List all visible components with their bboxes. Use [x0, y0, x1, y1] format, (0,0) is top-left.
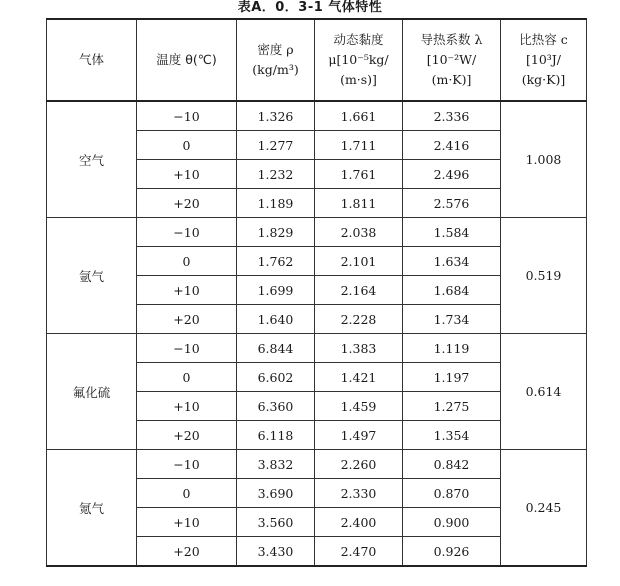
density-cell: 1.699: [237, 276, 315, 305]
viscosity-cell: 2.400: [315, 508, 403, 537]
viscosity-cell: 2.228: [315, 305, 403, 334]
viscosity-cell: 1.497: [315, 421, 403, 450]
viscosity-cell: 2.164: [315, 276, 403, 305]
conductivity-cell: 0.900: [403, 508, 501, 537]
density-cell: 6.602: [237, 363, 315, 392]
viscosity-cell: 2.260: [315, 450, 403, 479]
density-cell: 1.326: [237, 101, 315, 131]
gas-name-cell: 氩气: [47, 218, 137, 334]
header-line: 比热容 c: [519, 32, 568, 47]
viscosity-cell: 1.711: [315, 131, 403, 160]
temperature-cell: +10: [137, 392, 237, 421]
header-line: 导热系数 λ: [420, 32, 483, 47]
density-cell: 1.232: [237, 160, 315, 189]
conductivity-cell: 1.197: [403, 363, 501, 392]
header-line: (m·K)]: [431, 72, 472, 87]
conductivity-cell: 0.870: [403, 479, 501, 508]
conductivity-cell: 1.354: [403, 421, 501, 450]
viscosity-cell: 2.330: [315, 479, 403, 508]
viscosity-cell: 1.661: [315, 101, 403, 131]
density-cell: 1.829: [237, 218, 315, 247]
temperature-cell: +20: [137, 189, 237, 218]
header-line: μ[10⁻⁵kg/: [328, 52, 389, 67]
header-conductivity: [403, 19, 501, 101]
gas-properties-table: [46, 18, 587, 567]
specific-heat-cell: 0.519: [501, 218, 587, 334]
header-line: [10⁻²W/: [426, 52, 477, 67]
header-line: (m·s)]: [340, 72, 377, 87]
conductivity-cell: 0.926: [403, 537, 501, 567]
specific-heat-cell: 0.245: [501, 450, 587, 567]
table-row: [47, 334, 587, 363]
density-cell: 3.430: [237, 537, 315, 567]
viscosity-cell: 1.421: [315, 363, 403, 392]
density-cell: 1.640: [237, 305, 315, 334]
temperature-cell: +10: [137, 160, 237, 189]
gas-name-cell: 氪气: [47, 450, 137, 567]
density-cell: 1.189: [237, 189, 315, 218]
density-cell: 3.560: [237, 508, 315, 537]
viscosity-cell: 1.383: [315, 334, 403, 363]
specific-heat-cell: 1.008: [501, 101, 587, 218]
table-row: [47, 218, 587, 247]
viscosity-cell: 2.470: [315, 537, 403, 567]
header-viscosity: [315, 19, 403, 101]
conductivity-cell: 1.634: [403, 247, 501, 276]
conductivity-cell: 1.119: [403, 334, 501, 363]
header-line: 密度 ρ: [257, 42, 294, 57]
temperature-cell: +10: [137, 508, 237, 537]
temperature-cell: +20: [137, 305, 237, 334]
temperature-cell: −10: [137, 450, 237, 479]
temperature-cell: −10: [137, 101, 237, 131]
table-row: [47, 450, 587, 479]
conductivity-cell: 2.416: [403, 131, 501, 160]
conductivity-cell: 2.496: [403, 160, 501, 189]
gas-name-cell: 空气: [47, 101, 137, 218]
conductivity-cell: 2.336: [403, 101, 501, 131]
header-line: [10³J/: [525, 52, 562, 67]
header-line: 温度 θ(℃): [156, 52, 217, 67]
header-line: (kg/m³): [252, 62, 299, 77]
density-cell: 3.832: [237, 450, 315, 479]
conductivity-cell: 0.842: [403, 450, 501, 479]
header-line: (kg·K)]: [521, 72, 566, 87]
conductivity-cell: 1.584: [403, 218, 501, 247]
temperature-cell: 0: [137, 363, 237, 392]
table-title: 表A．0．3-1 气体特性: [237, 0, 383, 15]
header-density: [237, 19, 315, 101]
density-cell: 1.762: [237, 247, 315, 276]
temperature-cell: 0: [137, 247, 237, 276]
conductivity-cell: 1.275: [403, 392, 501, 421]
header-gas: [47, 19, 137, 101]
conductivity-cell: 1.734: [403, 305, 501, 334]
density-cell: 1.277: [237, 131, 315, 160]
header-line: 动态黏度: [333, 32, 384, 47]
temperature-cell: −10: [137, 334, 237, 363]
density-cell: 6.118: [237, 421, 315, 450]
conductivity-cell: 2.576: [403, 189, 501, 218]
temperature-cell: 0: [137, 131, 237, 160]
temperature-cell: +10: [137, 276, 237, 305]
temperature-cell: +20: [137, 421, 237, 450]
table-header: [47, 19, 587, 101]
temperature-cell: −10: [137, 218, 237, 247]
table-body: [47, 101, 587, 566]
specific-heat-cell: 0.614: [501, 334, 587, 450]
viscosity-cell: 2.038: [315, 218, 403, 247]
viscosity-cell: 1.459: [315, 392, 403, 421]
viscosity-cell: 2.101: [315, 247, 403, 276]
table-row: [47, 101, 587, 131]
header-temperature: [137, 19, 237, 101]
viscosity-cell: 1.811: [315, 189, 403, 218]
header-specific-heat: [501, 19, 587, 101]
density-cell: 6.844: [237, 334, 315, 363]
header-line: 气体: [78, 52, 104, 67]
density-cell: 3.690: [237, 479, 315, 508]
conductivity-cell: 1.684: [403, 276, 501, 305]
temperature-cell: 0: [137, 479, 237, 508]
header-row: [47, 19, 587, 101]
viscosity-cell: 1.761: [315, 160, 403, 189]
density-cell: 6.360: [237, 392, 315, 421]
gas-name-cell: 氟化硫: [47, 334, 137, 450]
temperature-cell: +20: [137, 537, 237, 567]
